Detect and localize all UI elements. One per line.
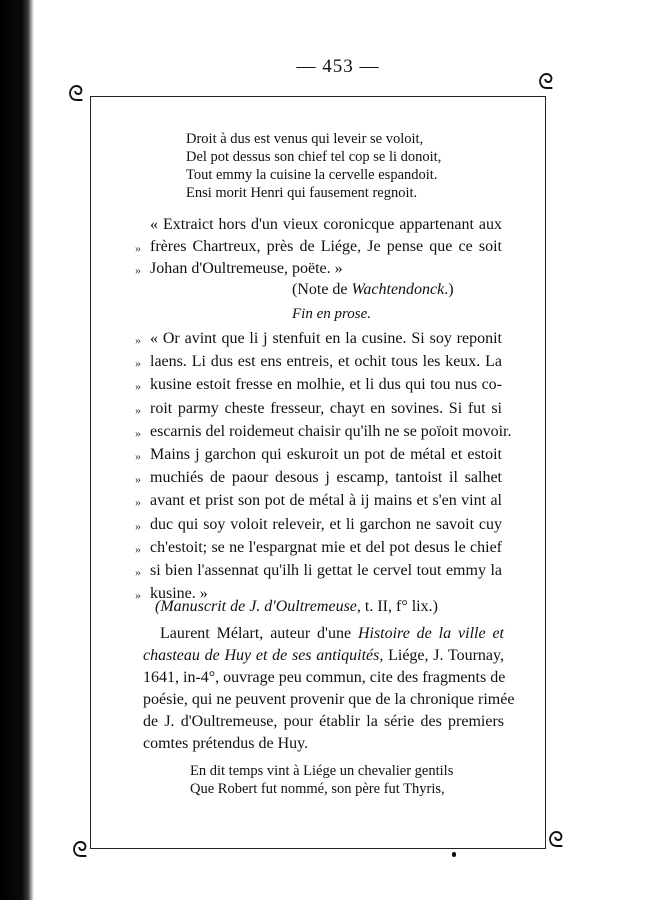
- melart-line-3: 1641, in-4°, ouvrage peu commun, cite des fragments de: [143, 669, 506, 686]
- frame-top-rule: [90, 96, 546, 97]
- prose-line: « Or avint que li j stenfuit en la cusine. Si soy reponit: [150, 330, 502, 347]
- source-rest: , t. II, f° lix.): [356, 598, 438, 615]
- margin-mark: »: [135, 425, 141, 440]
- prose-line: duc qui soy voloit releveir, et li garchon ne savoit cuy: [150, 515, 502, 533]
- corner-ornament-bottom-left-icon: ᘓ: [72, 838, 88, 863]
- prose-line: Mains j garchon qui eskuroit un pot de métal et estoit: [150, 446, 502, 463]
- ink-dot: [452, 852, 456, 857]
- prose-title: Fin en prose.: [292, 306, 372, 322]
- margin-mark: »: [135, 356, 141, 371]
- manuscript-source: [155, 598, 438, 616]
- source-italic: (Manuscrit de J. d'Oultremeuse: [155, 598, 357, 615]
- margin-mark: »: [135, 472, 141, 487]
- extract-line: Johan d'Oultremeuse, poëte. »: [150, 260, 343, 277]
- prose-line: avant et prist son pot de métal à ij mains et s'en vint al: [150, 492, 502, 510]
- poem-line: Del pot dessus son chief tel cop se li donoit,: [186, 149, 442, 165]
- prose-line: muchiés de paour desous j escamp, tantoist il salhet: [150, 469, 502, 487]
- extract-line: « Extraict hors d'un vieux coronicque appartenant aux: [150, 216, 502, 233]
- poem-line: Droit à dus est venus qui leveir se voloit,: [186, 131, 424, 147]
- margin-mark: »: [135, 333, 141, 347]
- margin-mark: »: [135, 541, 141, 556]
- prose-line: kusine estoit fresse en molhie, et li dus qui tou nus co-: [150, 376, 502, 394]
- prose-line: roit parmy cheste fresseur, chayt en sovines. Si fut si: [150, 399, 502, 417]
- prose-line: laens. Li dus est ens entreis, et ochit tous les keux. La: [150, 353, 502, 371]
- extract-line: frères Chartreux, près de Liége, Je pense que ce soit: [150, 238, 502, 255]
- melart-line-2: chasteau de Huy et de ses antiquités, Liége, J. Tournay,: [143, 647, 504, 664]
- wachtendonck-note: [292, 281, 454, 299]
- note-suffix: .): [444, 281, 454, 298]
- prose-line: kusine. »: [150, 585, 208, 603]
- melart-line-5: de J. d'Oultremeuse, pour établir la série des premiers: [143, 713, 504, 730]
- book-binding-shadow: [0, 0, 34, 900]
- margin-mark: »: [135, 495, 141, 510]
- poem-top: [186, 130, 441, 202]
- frame-left-rule: [90, 96, 91, 848]
- frame-right-rule: [545, 96, 546, 848]
- melart-line-4: poésie, qui ne peuvent provenir que de la chronique rimée: [143, 691, 515, 708]
- melart-line-1: Laurent Mélart, auteur d'une Histoire de la ville et: [160, 625, 504, 642]
- page-number: — 453 —: [296, 56, 380, 77]
- poem-line: Que Robert fut nommé, son père fut Thyris,: [190, 781, 445, 797]
- prose-line: escarnis del roidemeut chaisir qu'ilh ne se poïoit movoir.: [150, 422, 512, 440]
- poem-line: Ensi morit Henri qui fausement regnoit.: [186, 185, 418, 201]
- melart-line-6: comtes prétendus de Huy.: [143, 735, 309, 752]
- margin-mark: »: [135, 402, 141, 417]
- margin-mark: »: [135, 449, 141, 463]
- margin-mark: »: [135, 263, 141, 277]
- margin-mark: »: [135, 241, 141, 255]
- poem-line: En dit temps vint à Liége un chevalier gentils: [190, 763, 454, 779]
- prose-line: si bien l'assennat qu'ilh li gettat le cervel tout emmy la: [150, 562, 502, 579]
- corner-ornament-bottom-right-icon: ᘓ: [548, 828, 564, 853]
- margin-mark: »: [135, 565, 141, 579]
- prose-line: ch'estoit; se ne l'espargnat mie et del pot desus le chief: [150, 538, 502, 556]
- margin-mark: »: [135, 518, 141, 533]
- margin-mark: »: [135, 379, 141, 394]
- poem-bottom: [190, 762, 453, 798]
- frame-bottom-rule: [90, 848, 546, 849]
- margin-mark: »: [135, 588, 141, 603]
- corner-ornament-top-right-icon: ᘓ: [538, 70, 554, 95]
- note-name: Wachtendonck: [351, 281, 445, 298]
- poem-line: Tout emmy la cuisine la cervelle espandoit.: [186, 167, 438, 183]
- note-prefix: (Note de: [292, 281, 352, 298]
- corner-ornament-top-left-icon: ᘓ: [68, 82, 84, 107]
